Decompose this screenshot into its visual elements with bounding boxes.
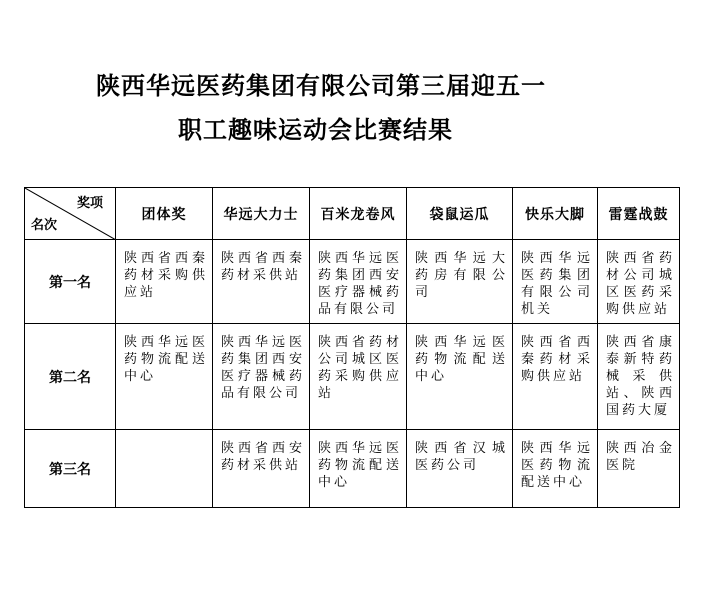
table-cell: 陕西华远医药集团西安医疗器械药品有限公司	[310, 240, 407, 324]
table-cell: 陕西华远医药物流配送中心	[407, 324, 513, 430]
table-cell: 陕西省西秦药材采供站	[213, 240, 310, 324]
rank-label: 第一名	[25, 240, 116, 324]
table-cell: 陕西省西秦药材采购供应站	[116, 240, 213, 324]
table-cell: 陕西华远医药物流配送中心	[513, 430, 598, 508]
table-cell: 陕西省康泰新特药械采供站、陕西国药大厦	[598, 324, 680, 430]
table-cell: 陕西省西秦药材采购供应站	[513, 324, 598, 430]
table-cell: 陕西华远大药房有限公司	[407, 240, 513, 324]
corner-label-award: 奖项	[76, 196, 103, 211]
table-row	[25, 430, 680, 508]
title-line-2: 职工趣味运动会比赛结果	[178, 116, 453, 144]
column-header: 袋鼠运瓜	[407, 188, 513, 240]
table-cell	[116, 430, 213, 508]
column-header: 快乐大脚	[513, 188, 598, 240]
table-row	[25, 324, 680, 430]
column-header: 华远大力士	[213, 188, 310, 240]
table-cell: 陕西省西安药材采供站	[213, 430, 310, 508]
header-row	[25, 188, 680, 240]
rank-label: 第二名	[25, 324, 116, 430]
column-header: 百米龙卷风	[310, 188, 407, 240]
title-line-1: 陕西华远医药集团有限公司第三届迎五一	[96, 72, 546, 100]
table-cell: 陕西华远医药集团有限公司机关	[513, 240, 598, 324]
table-cell: 陕西省药材公司城区医药采购供应站	[598, 240, 680, 324]
corner-header	[25, 188, 116, 240]
table-cell: 陕西省汉城医药公司	[407, 430, 513, 508]
table-cell: 陕西冶金医院	[598, 430, 680, 508]
table-cell: 陕西华远医药集团西安医疗器械药品有限公司	[213, 324, 310, 430]
table-cell: 陕西华远医药物流配送中心	[116, 324, 213, 430]
rank-label: 第三名	[25, 430, 116, 508]
table-cell: 陕西华远医药物流配送中心	[310, 430, 407, 508]
column-header: 团体奖	[116, 188, 213, 240]
corner-label-rank: 名次	[31, 218, 58, 233]
results-table	[24, 187, 680, 508]
table-row	[25, 240, 680, 324]
column-header: 雷霆战鼓	[598, 188, 680, 240]
table-cell: 陕西省药材公司城区医药采购供应站	[310, 324, 407, 430]
